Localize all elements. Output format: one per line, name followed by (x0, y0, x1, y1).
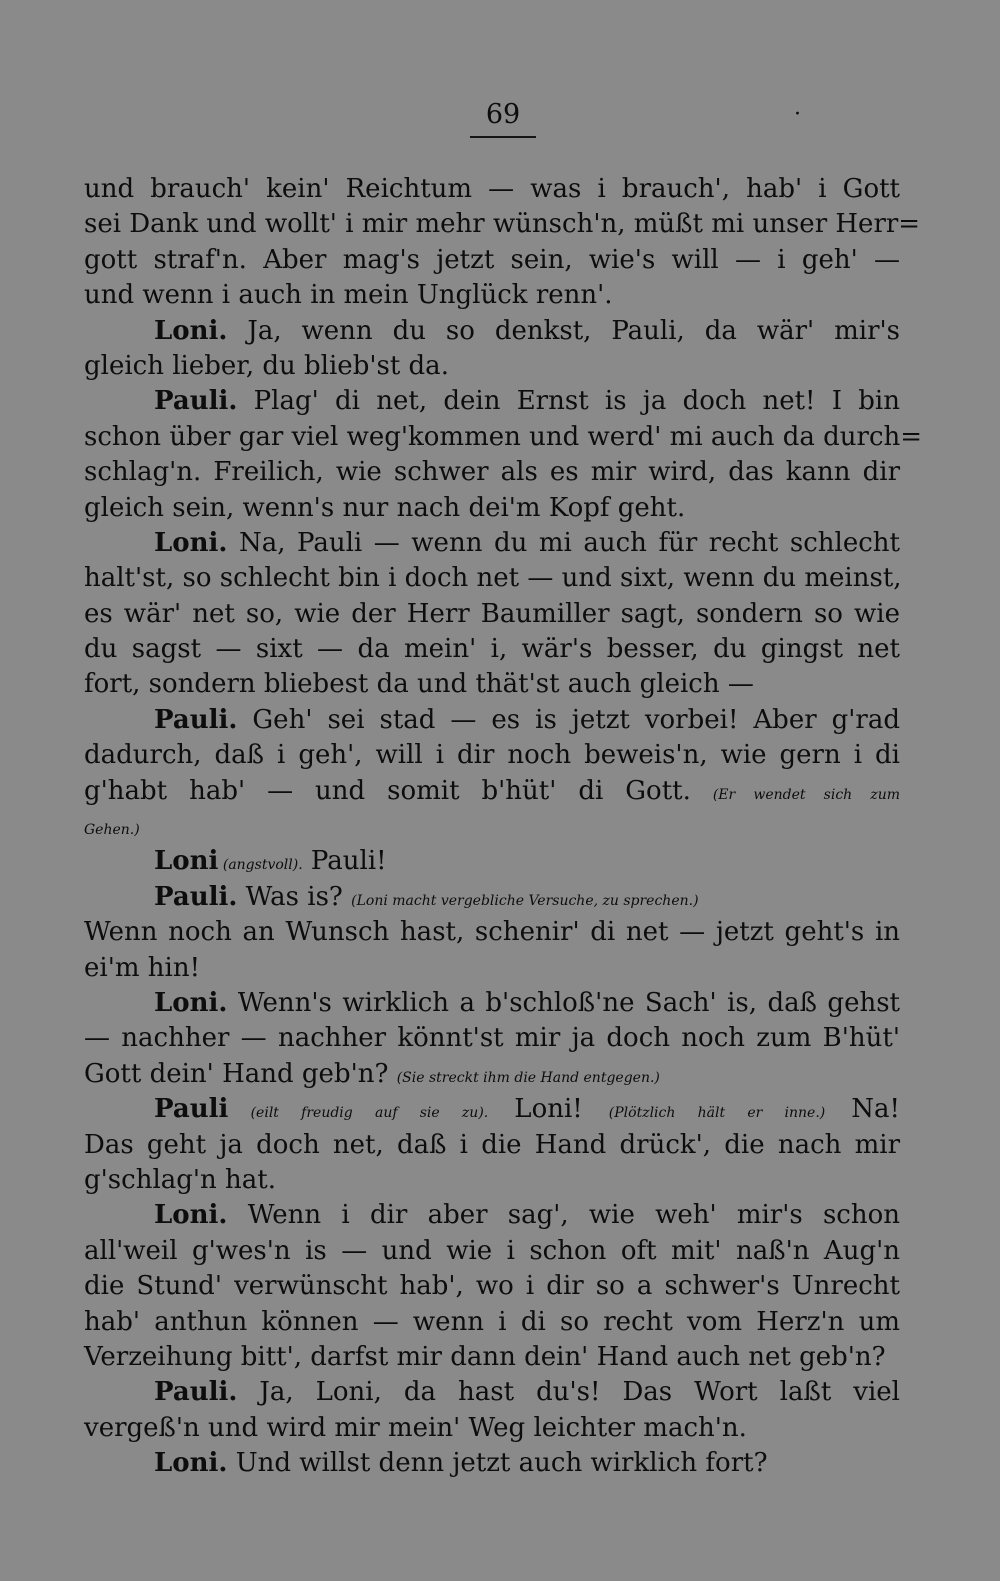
dialogue-text: Ja, wenn du so denkst, Pauli, da wär' mir's (227, 315, 900, 346)
speaker-name: Pauli. (154, 881, 238, 912)
dialogue-text: Und willst denn jetzt auch wirklich fort? (227, 1448, 768, 1479)
dialogue-text: Ja, Loni, da hast du's! Das Wort laßt viel (237, 1377, 900, 1408)
dialogue-text: dadurch, daß i geh', will i dir noch beweis'n, wie gern i di (84, 740, 900, 771)
dialogue-text: all'weil g'wes'n is — und wie i schon oft mit' naß'n Aug'n (84, 1235, 900, 1266)
text-line (84, 561, 900, 596)
dialogue-text: vergeß'n und wird mir mein' Weg leichter mach'n. (84, 1412, 747, 1443)
stage-direction: (Plötzlich hält er inne.) (608, 1105, 826, 1122)
text-line (84, 314, 900, 349)
text-line (84, 491, 900, 526)
text-line (84, 1092, 900, 1127)
text-line (84, 915, 900, 950)
dialogue-text: Wenn's wirklich a b'schloß'ne Sach' is, daß gehst (227, 987, 900, 1018)
text-line (84, 349, 900, 384)
text-line (84, 1057, 900, 1092)
text-line (84, 1163, 900, 1198)
dialogue-text: Was is? (237, 881, 352, 912)
speaker-name: Pauli. (154, 1377, 238, 1408)
text-line (84, 420, 923, 455)
stage-direction: (angstvoll). (218, 857, 303, 874)
text-line (84, 1234, 900, 1269)
speaker-name: Pauli (154, 1094, 229, 1125)
speaker-name: Loni. (154, 1200, 228, 1231)
stage-direction: Gehen.) (84, 822, 140, 839)
stray-dot: · (794, 102, 801, 127)
text-line (84, 1446, 900, 1481)
text-line (84, 243, 900, 278)
text-line (84, 703, 900, 738)
text-line (84, 1340, 900, 1375)
dialogue-text: fort, sondern bliebest da und thät'st auch gleich — (84, 669, 754, 700)
page-number: 69 (470, 98, 536, 138)
dialogue-text: Na! (825, 1094, 900, 1125)
text-line (84, 1305, 900, 1340)
text-line (84, 774, 900, 809)
dialogue-text: hab' anthun können — wenn i di so recht vom Herz'n um (84, 1306, 900, 1337)
stage-direction: (eilt freudig auf sie zu). (228, 1105, 489, 1122)
dialogue-text: es wär' net so, wie der Herr Baumiller sagt, sondern so wie (84, 598, 900, 629)
text-line (84, 1411, 900, 1446)
text-line (84, 1128, 900, 1163)
dialogue-text: Geh' sei stad — es is jetzt vorbei! Aber g'rad (237, 704, 900, 735)
text-line (84, 207, 921, 242)
text-line (84, 526, 900, 561)
text-line (84, 1269, 900, 1304)
text-line (84, 278, 900, 313)
text-line (84, 1021, 900, 1056)
text-line (84, 951, 900, 986)
text-line (84, 172, 900, 207)
text-line (84, 738, 900, 773)
dialogue-text: gott straf'n. Aber mag's jetzt sein, wie's will — i geh' — (84, 244, 900, 275)
dialogue-text: ei'm hin! (84, 952, 201, 983)
speaker-name: Loni. (154, 1448, 228, 1479)
text-line (84, 809, 900, 844)
dialogue-text: gleich lieber, du blieb'st da. (84, 350, 449, 381)
speaker-name: Pauli. (154, 386, 238, 417)
speaker-name: Loni (154, 846, 219, 877)
dialogue-text: Loni! (488, 1094, 609, 1125)
dialogue-text: Na, Pauli — wenn du mi auch für recht schlecht (227, 527, 900, 558)
dialogue-text: halt'st, so schlecht bin i doch net — und sixt, wenn du meinst, (84, 563, 902, 594)
dialogue-text: Verzeihung bitt', darfst mir dann dein' Hand auch net geb'n? (84, 1341, 886, 1372)
text-line (84, 1375, 900, 1410)
dialogue-text: Plag' di net, dein Ernst is ja doch net! I bin (237, 386, 900, 417)
dialogue-text: Wenn noch an Wunsch hast, schenir' di net — jetzt geht's in (84, 917, 900, 948)
dialogue-text: schon über gar viel weg'kommen und werd' mi auch da durch= (84, 421, 923, 452)
text-line (84, 880, 900, 915)
text-line (84, 597, 900, 632)
speaker-name: Pauli. (154, 704, 238, 735)
stage-direction: (Er wendet sich zum (712, 786, 900, 803)
text-line (84, 1198, 900, 1233)
dialogue-text: gleich sein, wenn's nur nach dei'm Kopf geht. (84, 492, 686, 523)
dialogue-text: sei Dank und wollt' i mir mehr wünsch'n, müßt mi unser Herr= (84, 209, 921, 240)
dialogue-text: Das geht ja doch net, daß i die Hand drück', die nach mir (84, 1129, 900, 1160)
dialogue-text: Gott dein' Hand geb'n? (84, 1058, 397, 1089)
speaker-name: Loni. (154, 315, 228, 346)
dialogue-text: Pauli! (302, 846, 387, 877)
dialogue-text: — nachher — nachher könnt'st mir ja doch noch zum B'hüt' (84, 1023, 900, 1054)
dialogue-text: die Stund' verwünscht hab', wo i dir so a schwer's Unrecht (84, 1271, 900, 1302)
dialogue-text: und brauch' kein' Reichtum — was i brauch', hab' i Gott (84, 174, 900, 204)
text-line (84, 986, 900, 1021)
text-line (84, 667, 900, 702)
stage-direction: (Loni macht vergebliche Versuche, zu sprechen.) (351, 892, 699, 909)
body-text (84, 172, 923, 1481)
text-line (84, 455, 900, 490)
dialogue-text: g'habt hab' — und somit b'hüt' di Gott. (84, 775, 713, 806)
text-line (84, 844, 900, 879)
speaker-name: Loni. (154, 987, 228, 1018)
speaker-name: Loni. (154, 527, 228, 558)
dialogue-text: Wenn i dir aber sag', wie weh' mir's schon (227, 1200, 900, 1231)
stage-direction: (Sie streckt ihm die Hand entgegen.) (396, 1069, 660, 1086)
text-line (84, 384, 900, 419)
dialogue-text: du sagst — sixt — da mein' i, wär's besser, du gingst net (84, 634, 900, 665)
dialogue-text: g'schlag'n hat. (84, 1164, 277, 1195)
text-line (84, 632, 900, 667)
dialogue-text: und wenn i auch in mein Unglück renn'. (84, 280, 613, 311)
dialogue-text: schlag'n. Freilich, wie schwer als es mir wird, das kann dir (84, 457, 900, 488)
